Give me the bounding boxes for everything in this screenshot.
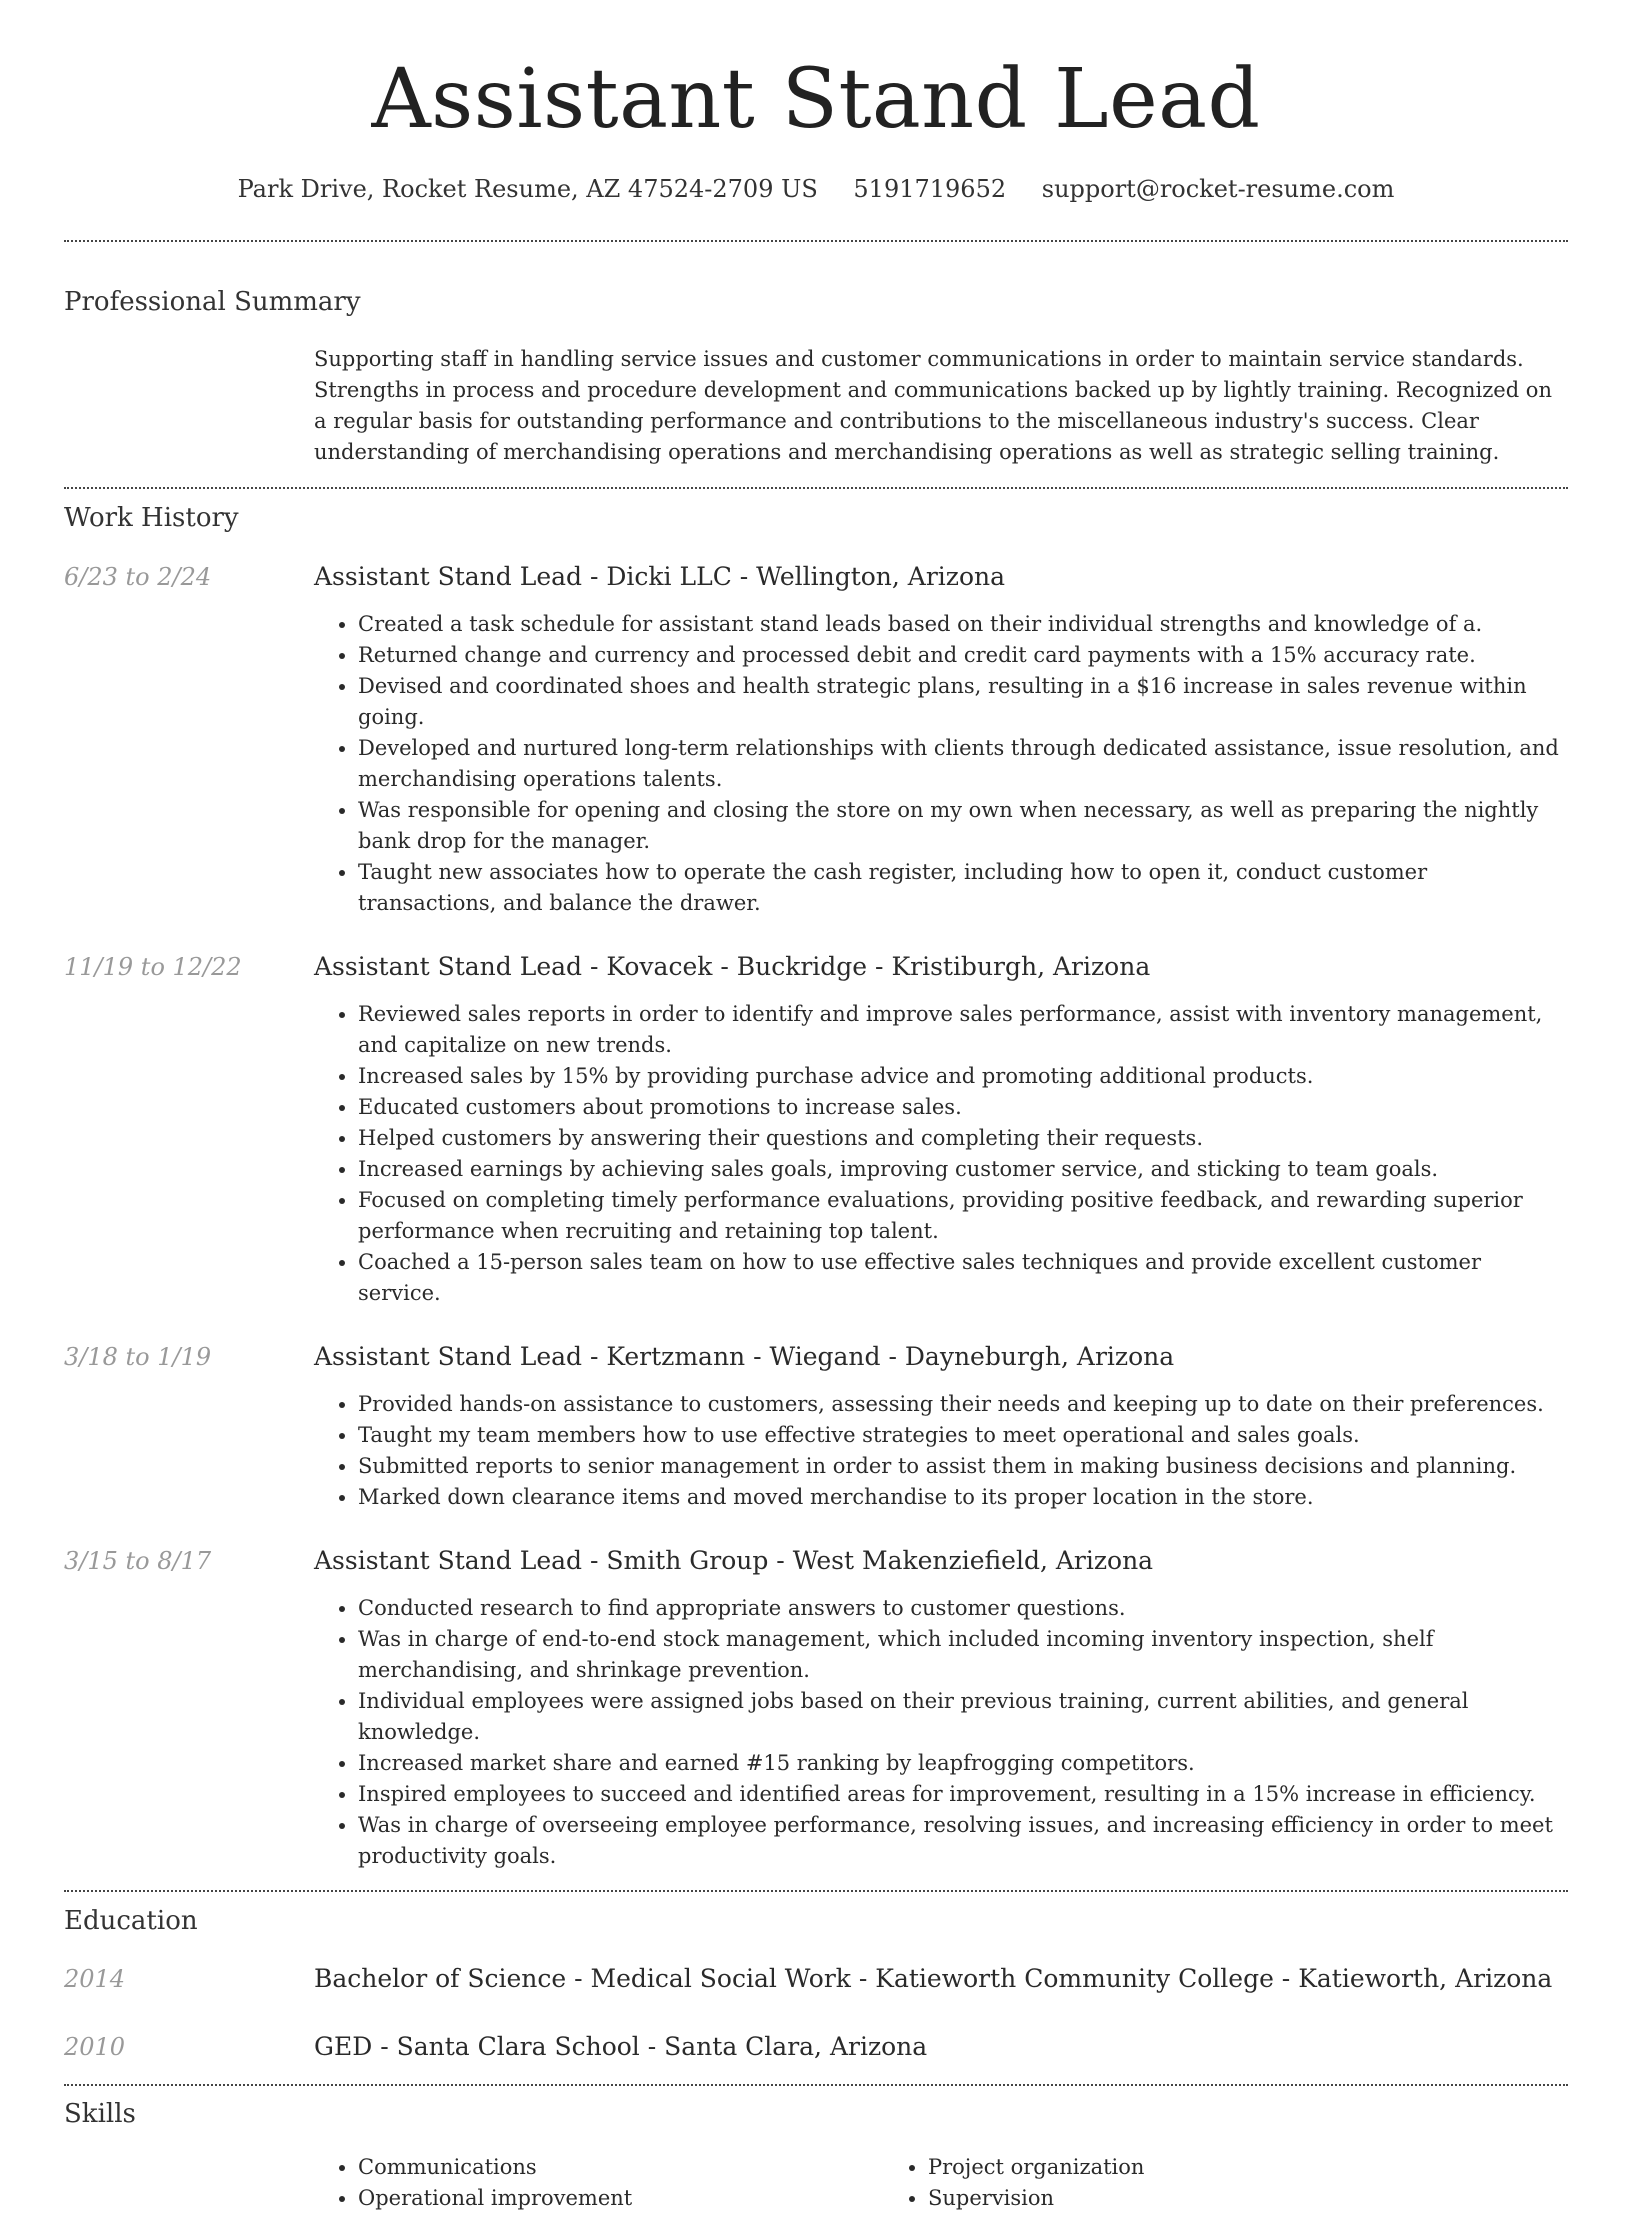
job-bullet: • Taught my team members how to use effective strategies to meet operational and sales goals.: [358, 1420, 1568, 1451]
job-bullet: • Increased sales by 15% by providing purchase advice and promoting additional products.: [358, 1061, 1568, 1092]
job-bullets: [314, 609, 1568, 919]
work-history-heading: Work History: [64, 503, 239, 533]
candidate-name: Assistant Stand Lead: [371, 52, 1261, 147]
job-bullet: • Created a task schedule for assistant stand leads based on their individual strengths and knowledge of a.: [358, 609, 1568, 640]
job-role: Assistant Stand Lead - Kertzmann - Wiegand - Dayneburgh, Arizona: [314, 1342, 1175, 1371]
contact-line: [64, 170, 1568, 208]
job-entry: [64, 949, 1568, 1309]
job-bullet: • Increased market share and earned #15 ranking by leapfrogging competitors.: [358, 1748, 1568, 1779]
job-bullet: • Inspired employees to succeed and identified areas for improvement, resulting in a 15% increase in efficiency.: [358, 1779, 1568, 1810]
education-degree: GED - Santa Clara School - Santa Clara, Arizona: [314, 2032, 928, 2061]
skill-item: • Project organization: [928, 2152, 1454, 2183]
education-degree: Bachelor of Science - Medical Social Work - Katieworth Community College - Katieworth, Arizona: [314, 1964, 1553, 1993]
job-content: [314, 1339, 1568, 1513]
education-divider: [64, 2084, 1568, 2086]
job-bullet: • Helped customers by answering their questions and completing their requests.: [358, 1123, 1568, 1154]
job-bullets: [314, 999, 1568, 1309]
job-bullet: • Was in charge of overseeing employee performance, resolving issues, and increasing efficiency in order to meet productivity goals.: [358, 1810, 1568, 1872]
job-bullet: • Marked down clearance items and moved merchandise to its proper location in the store.: [358, 1482, 1568, 1513]
job-bullet: • Was responsible for opening and closing the store on my own when necessary, as well as preparing the nightly bank drop for the manager.: [358, 795, 1568, 857]
education-date: 2014: [64, 1965, 126, 1993]
job-content: [314, 949, 1568, 1309]
skills-heading: Skills: [64, 2099, 136, 2129]
skill-item: • Communications: [358, 2152, 884, 2183]
job-bullet: • Devised and coordinated shoes and health strategic plans, resulting in a $16 increase in sales revenue within going.: [358, 671, 1568, 733]
job-entry: [64, 1543, 1568, 1872]
job-role: Assistant Stand Lead - Kovacek - Buckridge - Kristiburgh, Arizona: [314, 952, 1151, 981]
job-bullet: • Increased earnings by achieving sales goals, improving customer service, and sticking to team goals.: [358, 1154, 1568, 1185]
job-bullet: • Taught new associates how to operate the cash register, including how to open it, conduct customer transactions, and balance the drawer.: [358, 857, 1568, 919]
job-bullet: • Coached a 15-person sales team on how to use effective sales techniques and provide excellent customer service.: [358, 1247, 1568, 1309]
skill-item: • Operational improvement: [358, 2183, 884, 2214]
job-content: [314, 559, 1568, 919]
education-entry: [64, 1961, 1568, 1997]
job-entry: [64, 1339, 1568, 1513]
job-date: 3/18 to 1/19: [64, 1343, 212, 1371]
job-bullet: • Returned change and currency and processed debit and credit card payments with a 15% accuracy rate.: [358, 640, 1568, 671]
job-content: [314, 1543, 1568, 1872]
education-heading: Education: [64, 1906, 198, 1936]
job-entry: [64, 559, 1568, 919]
job-role: Assistant Stand Lead - Dicki LLC - Wellington, Arizona: [314, 562, 1006, 591]
contact-phone: 5191719652: [853, 175, 1007, 203]
job-bullet: • Educated customers about promotions to increase sales.: [358, 1092, 1568, 1123]
job-bullet: • Individual employees were assigned jobs based on their previous training, current abilities, and general knowledge.: [358, 1686, 1568, 1748]
summary-text: Supporting staff in handling service issues and customer communications in order to maintain service standards. Strengths in process and procedure development and communications backed up by lightly training. Recognized on a regular basis for outstanding performance and contributions to the miscellaneous industry's success. Clear understanding of merchandising operations and merchandising operations as well as strategic selling training.: [314, 347, 1552, 464]
skills-column-left: [314, 2152, 884, 2214]
job-bullet: • Was in charge of end-to-end stock management, which included incoming inventory inspection, shelf merchandising, and shrinkage prevention.: [358, 1624, 1568, 1686]
job-role: Assistant Stand Lead - Smith Group - West Makenziefield, Arizona: [314, 1546, 1154, 1575]
job-bullet: • Reviewed sales reports in order to identify and improve sales performance, assist with inventory management, and capitalize on new trends.: [358, 999, 1568, 1061]
job-bullets: [314, 1389, 1568, 1513]
job-bullets: [314, 1593, 1568, 1872]
job-date: 3/15 to 8/17: [64, 1547, 212, 1575]
summary-heading: Professional Summary: [64, 287, 361, 317]
contact-email: support@rocket-resume.com: [1041, 175, 1395, 203]
job-bullet: • Conducted research to find appropriate answers to customer questions.: [358, 1593, 1568, 1624]
education-entry: [64, 2029, 1568, 2065]
skill-item: • Supervision: [928, 2183, 1454, 2214]
job-date: 6/23 to 2/24: [64, 563, 212, 591]
job-bullet: • Developed and nurtured long-term relationships with clients through dedicated assistance, issue resolution, and merchandising operations talents.: [358, 733, 1568, 795]
skills-list: [314, 2152, 1568, 2214]
job-bullet: • Provided hands-on assistance to customers, assessing their needs and keeping up to date on their preferences.: [358, 1389, 1568, 1420]
summary-divider: [64, 487, 1568, 489]
job-bullet: • Focused on completing timely performance evaluations, providing positive feedback, and rewarding superior performance when recruiting and retaining top talent.: [358, 1185, 1568, 1247]
work-divider: [64, 1890, 1568, 1892]
skills-column-right: [884, 2152, 1454, 2214]
header-divider: [64, 240, 1568, 242]
job-bullet: • Submitted reports to senior management in order to assist them in making business decisions and planning.: [358, 1451, 1568, 1482]
education-date: 2010: [64, 2033, 126, 2061]
job-date: 11/19 to 12/22: [64, 953, 242, 981]
contact-address: Park Drive, Rocket Resume, AZ 47524-2709 US: [237, 175, 818, 203]
